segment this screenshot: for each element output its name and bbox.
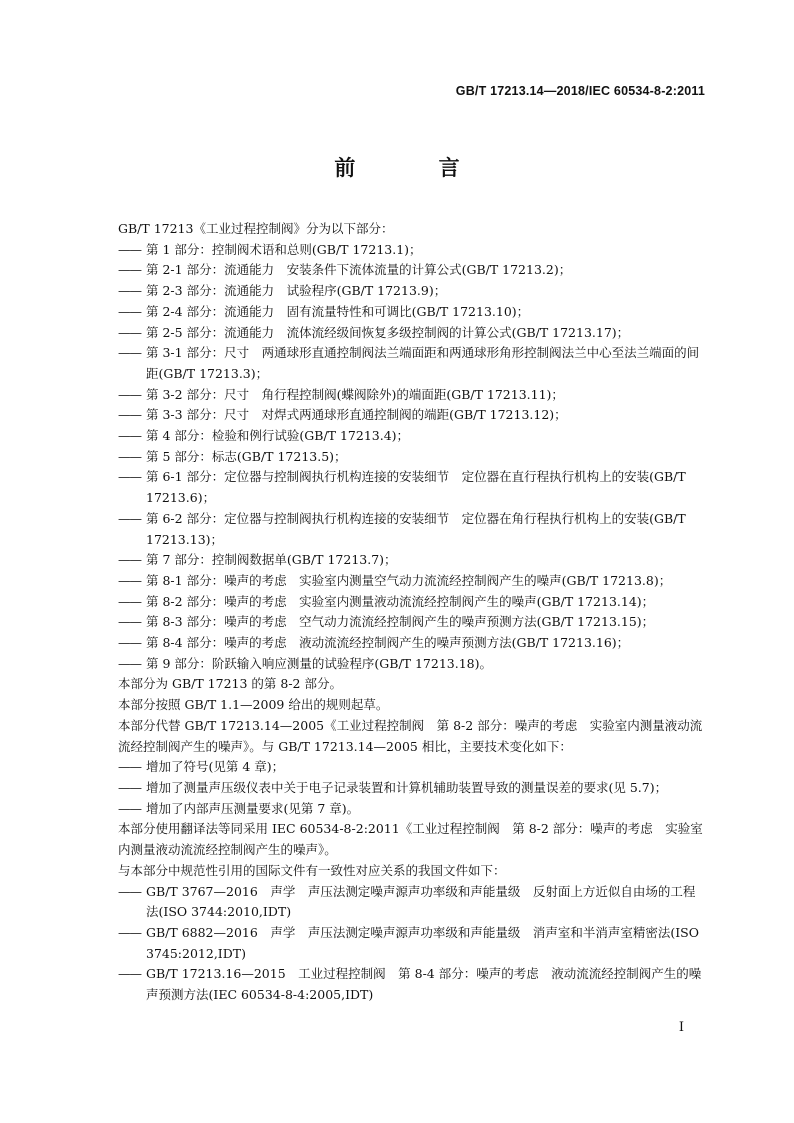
part-list-item-text: 第 7 部分：控制阀数据单(GB/T 17213.7)； — [146, 552, 397, 568]
list-dash: —— — [118, 614, 141, 630]
part-list-item-text: 第 1 部分：控制阀术语和总则(GB/T 17213.1)； — [146, 241, 422, 257]
foreword-body — [118, 219, 706, 1006]
references-list — [118, 882, 706, 1006]
replaces-paragraph: 本部分代替 GB/T 17213.14—2005《工业过程控制阀 第 8-2 部分：噪声的考虑 实验室内测量液动流流经控制阀产生的噪声》。与 GB/T 17213.14—2005 相比，主要技术变化如下： — [118, 717, 703, 754]
part-list-item — [118, 343, 706, 384]
reference-list-item — [118, 964, 706, 1005]
part-list-item-text: 第 6-1 部分：定位器与控制阀执行机构连接的安装细节 定位器在直行程执行机构上的安装(GB/T 17213.6)； — [146, 469, 686, 506]
part-list-item-text: 第 8-3 部分：噪声的考虑 空气动力流流经控制阀产生的噪声预测方法(GB/T 17213.15)； — [146, 614, 655, 630]
part-list-item — [118, 550, 706, 571]
list-dash: —— — [118, 552, 141, 568]
change-list-item — [118, 757, 706, 778]
change-list-item-text: 增加了符号(见第 4 章)； — [146, 759, 285, 775]
list-dash: —— — [118, 635, 141, 651]
part-list-item — [118, 260, 706, 281]
list-dash: —— — [118, 593, 141, 609]
page-number: I — [678, 1020, 684, 1035]
part-list-item — [118, 447, 706, 468]
part-list-item-text: 第 3-1 部分：尺寸 两通球形直通控制阀法兰端面距和两通球形角形控制阀法兰中心至法兰端面的间距(GB/T 17213.3)； — [146, 345, 700, 381]
list-dash: —— — [118, 407, 141, 423]
part-list-item-text: 第 4 部分：检验和例行试验(GB/T 17213.4)； — [146, 428, 410, 444]
part-list-item-text: 第 2-5 部分：流通能力 流体流经级间恢复多级控制阀的计算公式(GB/T 17213.17)； — [146, 324, 630, 340]
part-list-item-text: 第 8-4 部分：噪声的考虑 液动流流经控制阀产生的噪声预测方法(GB/T 17213.16)； — [146, 635, 630, 651]
list-dash: —— — [118, 966, 141, 982]
list-dash: —— — [118, 779, 141, 795]
part-list-item — [118, 654, 706, 675]
change-list-item — [118, 778, 706, 799]
list-dash: —— — [118, 759, 141, 775]
part-list-item — [118, 240, 706, 261]
part-list-item-text: 第 2-4 部分：流通能力 固有流量特性和可调比(GB/T 17213.10)； — [146, 303, 530, 319]
changes-list — [118, 757, 706, 819]
part-list-item-text: 第 2-3 部分：流通能力 试验程序(GB/T 17213.9)； — [146, 283, 447, 299]
standard-code-header: GB/T 17213.14—2018/IEC 60534-8-2:2011 — [455, 84, 705, 98]
part-list-item-text: 第 3-3 部分：尺寸 对焊式两通球形直通控制阀的端距(GB/T 17213.12)； — [146, 407, 567, 423]
reference-list-item — [118, 923, 706, 964]
part-of-paragraph: 本部分为 GB/T 17213 的第 8-2 部分。 — [118, 676, 342, 692]
list-dash: —— — [118, 448, 141, 464]
list-dash: —— — [118, 386, 141, 402]
intro-paragraph: GB/T 17213《工业过程控制阀》分为以下部分： — [118, 221, 394, 236]
part-list-item — [118, 509, 706, 550]
correspondence-paragraph: 与本部分中规范性引用的国际文件有一致性对应关系的我国文件如下： — [118, 862, 506, 878]
list-dash: —— — [118, 283, 141, 299]
part-list-item — [118, 405, 706, 426]
list-dash: —— — [118, 883, 141, 899]
list-dash: —— — [118, 303, 141, 319]
list-dash: —— — [118, 262, 141, 278]
list-dash: —— — [118, 924, 141, 940]
drafting-paragraph: 本部分按照 GB/T 1.1—2009 给出的规则起草。 — [118, 697, 389, 713]
list-dash: —— — [118, 345, 141, 361]
part-list-item — [118, 633, 706, 654]
part-list-item-text: 第 6-2 部分：定位器与控制阀执行机构连接的安装细节 定位器在角行程执行机构上的安装(GB/T 17213.13)； — [146, 510, 686, 547]
reference-list-item-text: GB/T 6882—2016 声学 声压法测定噪声源声功率级和声能量级 消声室和半消声室精密法(ISO 3745:2012,IDT) — [146, 924, 699, 961]
change-list-item — [118, 799, 706, 820]
part-list-item — [118, 302, 706, 323]
part-list-item — [118, 571, 706, 592]
part-list-item — [118, 592, 706, 613]
part-list-item-text: 第 3-2 部分：尺寸 角行程控制阀(蝶阀除外)的端面距(GB/T 17213.11)； — [146, 386, 564, 402]
part-list-item — [118, 426, 706, 447]
reference-list-item — [118, 882, 706, 923]
part-list-item-text: 第 5 部分：标志(GB/T 17213.5)； — [146, 448, 347, 464]
page-title: 前 言 — [334, 156, 498, 180]
part-list-item — [118, 281, 706, 302]
part-list-item — [118, 385, 706, 406]
list-dash: —— — [118, 469, 141, 485]
translation-paragraph: 本部分使用翻译法等同采用 IEC 60534-8-2:2011《工业过程控制阀 第 8-2 部分：噪声的考虑 实验室内测量液动流流经控制阀产生的噪声》。 — [118, 821, 703, 858]
part-list-item-text: 第 8-1 部分：噪声的考虑 实验室内测量空气动力流流经控制阀产生的噪声(GB/T 17213.8)； — [146, 572, 672, 588]
part-list-item-text: 第 8-2 部分：噪声的考虑 实验室内测量液动流流经控制阀产生的噪声(GB/T 17213.14)； — [146, 593, 655, 609]
change-list-item-text: 增加了测量声压级仪表中关于电子记录装置和计算机辅助装置导致的测量误差的要求(见 5.7)； — [146, 779, 668, 795]
list-dash: —— — [118, 800, 141, 816]
list-dash: —— — [118, 241, 141, 257]
list-dash: —— — [118, 655, 141, 671]
change-list-item-text: 增加了内部声压测量要求(见第 7 章)。 — [146, 800, 360, 816]
list-dash: —— — [118, 428, 141, 444]
part-list-item — [118, 323, 706, 344]
parts-list — [118, 240, 706, 675]
part-list-item — [118, 612, 706, 633]
list-dash: —— — [118, 572, 141, 588]
list-dash: —— — [118, 510, 141, 526]
part-list-item — [118, 467, 706, 508]
part-list-item-text: 第 2-1 部分：流通能力 安装条件下流体流量的计算公式(GB/T 17213.2)； — [146, 262, 572, 278]
part-list-item-text: 第 9 部分：阶跃输入响应测量的试验程序(GB/T 17213.18)。 — [146, 655, 492, 671]
reference-list-item-text: GB/T 17213.16—2015 工业过程控制阀 第 8-4 部分：噪声的考虑 液动流流经控制阀产生的噪声预测方法(IEC 60534-8-4:2005,IDT) — [146, 966, 702, 1003]
list-dash: —— — [118, 324, 141, 340]
reference-list-item-text: GB/T 3767—2016 声学 声压法测定噪声源声功率级和声能量级 反射面上方近似自由场的工程法(ISO 3744:2010,IDT) — [146, 883, 696, 920]
